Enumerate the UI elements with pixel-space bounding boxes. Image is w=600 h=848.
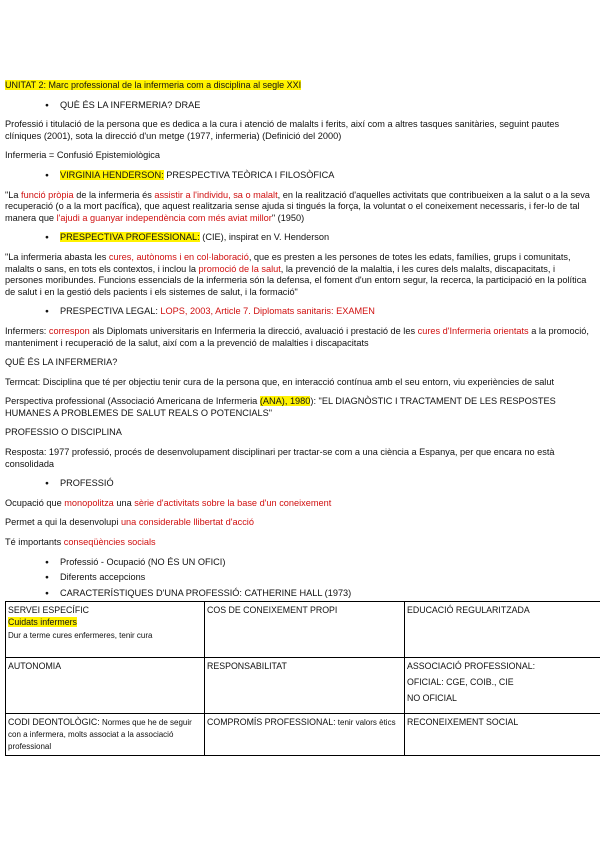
table-cell: RECONEIXEMENT SOCIAL xyxy=(405,714,600,756)
quote-cie: "La infermeria abasta les cures, autònoms i en col·laboració, que es presten a les persones de totes les edats, famílies, grups i comunitats, malalts o sans, en tots els contextos, i inclou la promoció de la salut, la prevenció de la malaltia, i les cures dels malalts, discapacitats, i persones moribundes. Funcions essencials de la infermeria són la defensa, el foment d'un entorn segur, la recerca, la participació en la política de salut i en la gestió dels pacients i els sistemes de salut, i la formació" xyxy=(5,251,587,297)
table-cell: COMPROMÍS PROFESSIONAL: tenir valors ètics xyxy=(205,714,405,756)
bullet-que-es-drae: ● QUÈ ÉS LA INFERMERIA? DRAE xyxy=(5,100,593,112)
table-row xyxy=(6,602,600,658)
heading-que-es: QUÈ ÉS LA INFERMERIA? xyxy=(5,357,118,368)
bullet-caracteristiques: ● CARACTERÍSTIQUES D'UNA PROFESSIÓ: CATHERINE HALL (1973) xyxy=(5,588,593,600)
paragraph-confusio: Infermeria = Confusió Epistemiològica xyxy=(5,150,160,161)
table-cell: SERVEI ESPECÍFIC Cuidats infermers Dur a terme cures enfermeres, tenir cura xyxy=(6,602,205,658)
table-row xyxy=(6,714,600,756)
paragraph-te: Té importants conseqüències socials xyxy=(5,537,156,548)
characteristics-table xyxy=(5,601,600,756)
table-cell: COS DE CONEIXEMENT PROPI xyxy=(205,602,405,658)
paragraph-infermers: Infermers: correspon als Diplomats universitaris en Infermeria la direcció, avaluació i prestació de les cures d'Infermeria orientats a la promoció, manteniment i recuperació de la salut, així com a la prevenció de malalties i discapacitats xyxy=(5,325,589,348)
table-row xyxy=(6,658,600,714)
bullet-prespectiva-professional: ● PRESPECTIVA PROFESSIONAL: (CIE), inspirat en V. Henderson xyxy=(5,232,593,244)
paragraph-ana: Perspectiva professional (Associació Americana de Infermeria (ANA), 1980): "EL DIAGNÒSTIC I TRACTAMENT DE LES RESPOSTES HUMANES A PROBLEMES DE SALUT REALS O POTENCIALS" xyxy=(5,396,556,418)
table-cell: AUTONOMIA xyxy=(6,658,205,714)
quote-henderson: "La funció pròpia de la infermeria és assistir a l'individu, sa o malalt, en la realització d'aquelles activitats que contribueixen a la salut o a la seva recuperació (o a la mort pacífica), que aquest realitzaria sense ajuda si tingués la força, la voluntat o el coneixement necessaris, i fer-lo de tal manera que l'ajudi a guanyar independència com més aviat millor" (1950) xyxy=(5,189,590,223)
paragraph-permet: Permet a qui la desenvolupi una considerable llibertat d'acció xyxy=(5,517,254,528)
heading-professio-disciplina: PROFESSIO O DISCIPLINA xyxy=(5,427,122,438)
bullet-professio: ● PROFESSIÓ xyxy=(5,478,593,490)
table-cell: CODI DEONTOLÒGIC: Normes que he de seguir con a infermera, molts associat a la associació professional xyxy=(6,714,205,756)
paragraph-resposta: Resposta: 1977 professió, procés de desenvolupament disciplinari per tractar-se com a una ciència a Espanya, per que encara no està consolidada xyxy=(5,447,555,469)
paragraph-ocupacio: Ocupació que monopolitza una sèrie d'activitats sobre la base d'un coneixement xyxy=(5,497,332,508)
table-cell: EDUCACIÓ REGULARITZADA xyxy=(405,602,600,658)
document-page xyxy=(5,80,593,756)
bullet-professio-ocupacio: ● Professió - Ocupació (NO ÉS UN OFICI) xyxy=(5,557,593,569)
table-cell: RESPONSABILITAT xyxy=(205,658,405,714)
paragraph-definicio: Professió i titulació de la persona que es dedica a la cura i atenció de malalts i ferits, així com a altres tasques sanitàries, seguint pautes clíniques (2001), sota la direcció d'un metge (1977, infermeria) (Definició del 2000) xyxy=(5,119,560,141)
bullet-diferents-accepcions: ● Diferents accepcions xyxy=(5,572,593,584)
bullet-prespectiva-legal: ● PRESPECTIVA LEGAL: LOPS, 2003, Article 7. Diplomats sanitaris: EXAMEN xyxy=(5,306,593,318)
bullet-virginia-henderson: ● VIRGINIA HENDERSON: PRESPECTIVA TEÒRICA I FILOSÒFICA xyxy=(5,170,593,182)
paragraph-termcat: Termcat: Disciplina que té per objectiu tenir cura de la persona que, en interacció contínua amb el seu entorn, viu experiències de salut xyxy=(5,376,555,387)
table-cell: ASSOCIACIÓ PROFESSIONAL: OFICIAL: CGE, COIB., CIE NO OFICIAL xyxy=(405,658,600,714)
unit-title: UNITAT 2: Marc professional de la infermeria com a disciplina al segle XXI xyxy=(5,80,302,90)
